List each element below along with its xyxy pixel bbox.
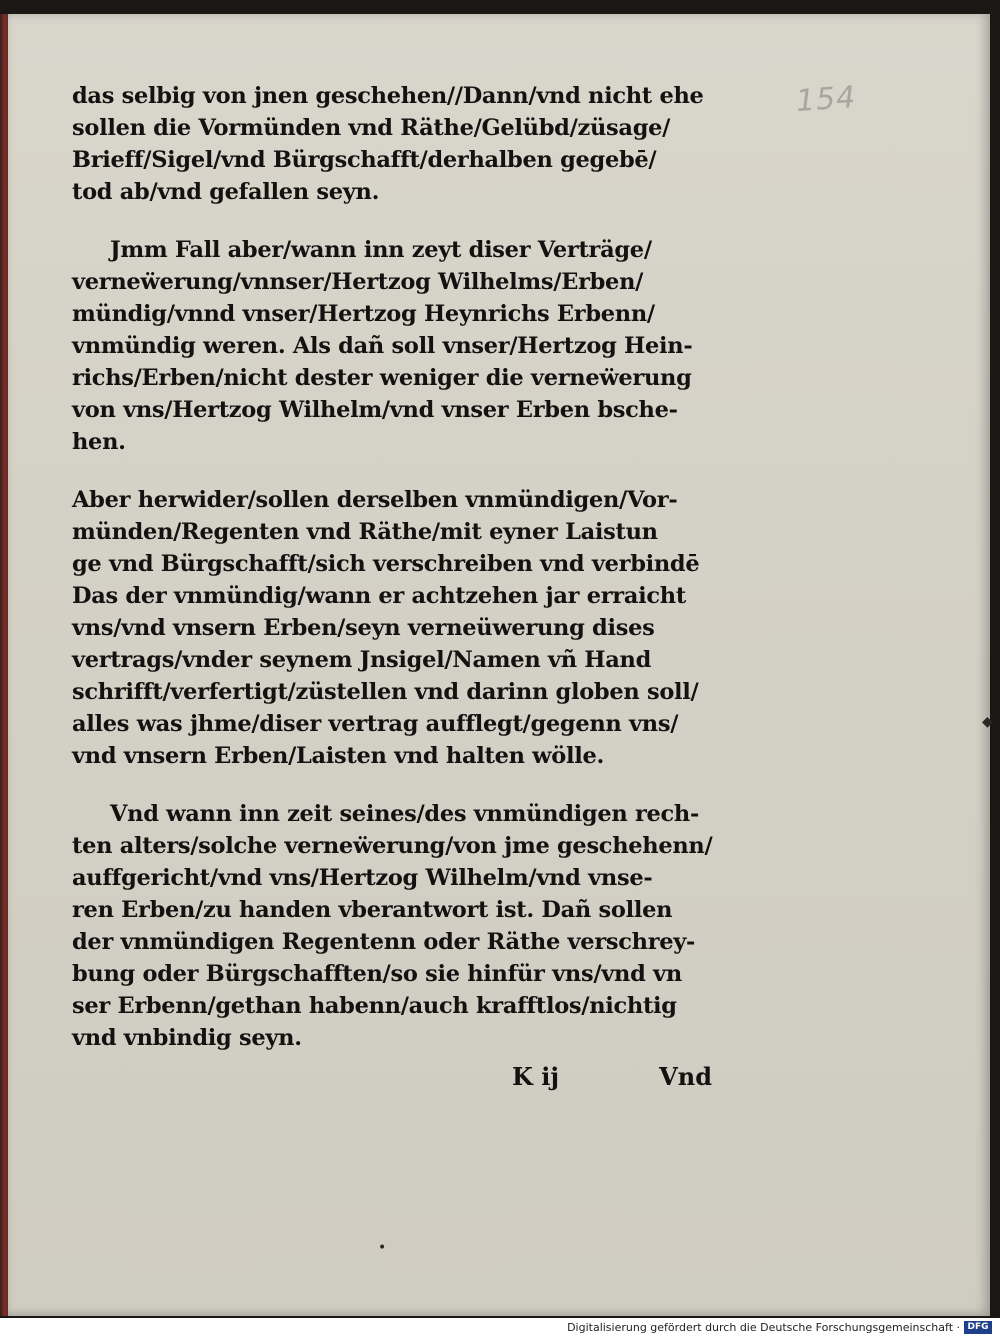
text-line: Das der vnmündig/wann er achtzehen jar erraicht <box>72 583 686 609</box>
text-line: tod ab/vnd gefallen seyn. <box>72 179 380 205</box>
text-line: Jmm Fall aber/wann inn zeyt diser Verträge/ <box>110 237 652 263</box>
text-line: vertrags/vnder seynem Jnsigel/Namen vñ Hand <box>72 647 652 673</box>
text-line: vnd vnbindig seyn. <box>72 1025 302 1051</box>
text-line: vnmündig weren. Als dañ soll vnser/Hertzog Hein- <box>72 333 693 359</box>
catchword: Vnd <box>659 1062 712 1091</box>
text-line: ser Erbenn/gethan habenn/auch krafftlos/nichtig <box>72 993 677 1019</box>
text-line: ren Erben/zu handen vberantwort ist. Dañ sollen <box>72 897 673 923</box>
text-line: schrifft/verfertigt/züstellen vnd darinn globen soll/ <box>72 679 699 705</box>
text-line: alles was jhme/diser vertrag aufflegt/gegenn vns/ <box>72 711 679 737</box>
text-line: sollen die Vormünden vnd Räthe/Gelübd/züsage/ <box>72 115 671 141</box>
text-line: auffgericht/vnd vns/Hertzog Wilhelm/vnd vnse- <box>72 865 653 891</box>
page-body-text <box>72 80 732 1080</box>
paragraph-1 <box>72 80 732 208</box>
paragraph-4 <box>72 798 732 1054</box>
text-line: ten alters/solche verneẅerung/von jme geschehenn/ <box>72 833 713 859</box>
text-line: von vns/Hertzog Wilhelm/vnd vnser Erben bsche- <box>72 397 678 423</box>
signature-mark: K ij <box>512 1062 560 1091</box>
text-line: bung oder Bürgschafften/so sie hinfür vns/vnd vn <box>72 961 682 987</box>
footer-credit-text: Digitalisierung gefördert durch die Deutsche Forschungsgemeinschaft · <box>567 1321 960 1334</box>
text-line: mündig/vnnd vnser/Hertzog Heynrichs Erbenn/ <box>72 301 655 327</box>
text-line: vns/vnd vnsern Erben/seyn verneüwerung dises <box>72 615 655 641</box>
paragraph-2 <box>72 234 732 458</box>
text-line: der vnmündigen Regentenn oder Räthe verschrey- <box>72 929 696 955</box>
dfg-logo: DFG <box>964 1321 992 1334</box>
paragraph-3 <box>72 484 732 772</box>
text-line: Vnd wann inn zeit seines/des vnmündigen rech- <box>110 801 700 827</box>
text-line: münden/Regenten vnd Räthe/mit eyner Laistun <box>72 519 658 545</box>
text-line: das selbig von jnen geschehen//Dann/vnd nicht ehe <box>72 83 704 109</box>
text-line: verneẅerung/vnnser/Hertzog Wilhelms/Erben/ <box>72 269 644 295</box>
text-line: Brieff/Sigel/vnd Bürgschafft/derhalben gegebē/ <box>72 147 657 173</box>
ink-speck-mark: • <box>378 1240 387 1256</box>
digitization-footer <box>0 1318 1000 1338</box>
text-line: Aber herwider/sollen derselben vnmündigen/Vor- <box>72 487 678 513</box>
text-line: hen. <box>72 429 126 455</box>
folio-number: 154 <box>794 79 858 120</box>
edge-speck-mark: ◆ <box>982 714 993 730</box>
text-line: vnd vnsern Erben/Laisten vnd halten wölle. <box>72 743 605 769</box>
text-line: ge vnd Bürgschafft/sich verschreiben vnd verbindē <box>72 551 700 577</box>
text-line: richs/Erben/nicht dester weniger die verneẅerung <box>72 365 692 391</box>
page-bottom-marks <box>72 1062 712 1096</box>
